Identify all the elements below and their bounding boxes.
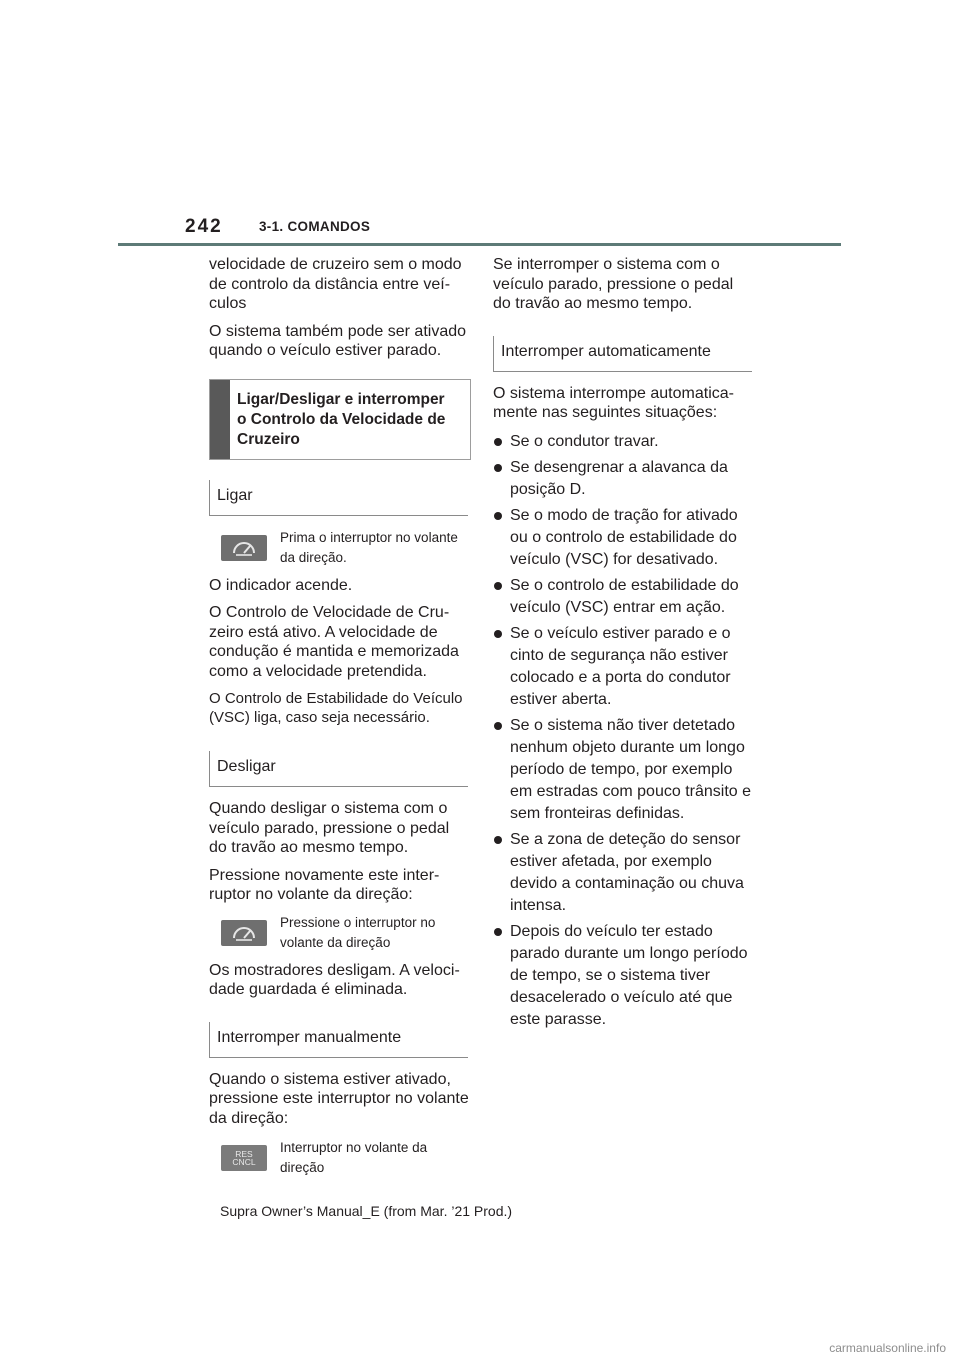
list-item: Se desengrenar a alavanca da posição D.: [493, 457, 755, 501]
subheading-desligar: Desligar: [209, 751, 468, 787]
paragraph: O indicador acende.: [209, 576, 353, 594]
footer-text: Supra Owner’s Manual_E (from Mar. ’21 Prod.): [220, 1203, 513, 1219]
section-heading: Ligar/Desligar e interromper o Controlo da Velocidade de Cruzeiro: [237, 390, 446, 448]
paragraph: Os mostradores desligam. A veloci-dade guardada é eliminada.: [209, 961, 460, 998]
page-number: 242: [185, 216, 223, 237]
situation-list: [493, 431, 755, 1031]
paragraph: Pressione novamente este inter-ruptor no volante da direção:: [209, 866, 440, 903]
header-rule: [118, 243, 841, 246]
paragraph: Se interromper o sistema com o veículo parado, pressione o pedal do travão ao mesmo tempo.: [493, 256, 734, 312]
cncl-label: CNCL: [232, 1157, 256, 1167]
subheading-auto: Interromper automaticamente: [493, 336, 752, 372]
list-item: Depois do veículo ter estado parado durante um longo período de tempo, se o sistema tiver desacelerado o veículo até que este parasse.: [493, 921, 755, 1031]
paragraph: O sistema interrompe automatica-mente nas seguintes situações:: [493, 384, 734, 421]
subheading-ligar: Ligar: [209, 480, 468, 516]
section-heading-box: [209, 379, 471, 460]
res-label: RES: [235, 1148, 253, 1159]
left-column: [209, 255, 471, 1186]
control-caption: Pressione o interruptor no volante da direção: [280, 914, 436, 950]
control-row-off: [209, 913, 471, 953]
subheading-manual: Interromper manualmente: [209, 1022, 468, 1058]
res-cncl-switch-icon: [221, 1145, 267, 1171]
paragraph: O Controlo de Estabilidade do Veículo (VSC) liga, caso seja necessário.: [209, 690, 463, 726]
list-item: Se o sistema não tiver detetado nenhum objeto durante um longo período de tempo, por exemplo em estradas com pouco trânsito e sem fronteiras definidas.: [493, 715, 755, 825]
list-item: Se a zona de deteção do sensor estiver afetada, por exemplo devido a contaminação ou chuva intensa.: [493, 829, 755, 917]
control-caption: Interruptor no volante da direção: [280, 1140, 428, 1175]
list-item: Se o modo de tração for ativado ou o controlo de estabilidade do veículo (VSC) for desativado.: [493, 505, 755, 571]
paragraph: O sistema também pode ser ativado quando o veículo estiver parado.: [209, 322, 467, 359]
list-item: Se o veículo estiver parado e o cinto de segurança não estiver colocado e a porta do condutor estiver aberta.: [493, 623, 755, 711]
heading-band: [210, 380, 230, 459]
control-row-on: [209, 528, 471, 568]
control-row-res: [209, 1138, 471, 1178]
section-title: 3-1. COMANDOS: [259, 219, 371, 234]
cruise-control-switch-icon: [221, 920, 267, 946]
paragraph: velocidade de cruzeiro sem o modo de controlo da distância entre veí-culos: [209, 256, 462, 312]
list-item: Se o condutor travar.: [493, 431, 755, 453]
list-item: Se o controlo de estabilidade do veículo (VSC) entrar em ação.: [493, 575, 755, 619]
paragraph: O Controlo de Velocidade de Cru-zeiro está ativo. A velocidade de condução é mantida e memorizada como a velocidade pretendida.: [209, 604, 459, 680]
control-caption: Prima o interruptor no volante da direção.: [280, 529, 458, 565]
paragraph: Quando o sistema estiver ativado, pressione este interruptor no volante da direção:: [209, 1070, 469, 1127]
cruise-control-switch-icon: [221, 535, 267, 561]
watermark: carmanualsonline.info: [829, 1341, 946, 1355]
right-column: [493, 255, 755, 1035]
paragraph: Quando desligar o sistema com o veículo parado, pressione o pedal do travão ao mesmo tempo.: [209, 800, 450, 856]
